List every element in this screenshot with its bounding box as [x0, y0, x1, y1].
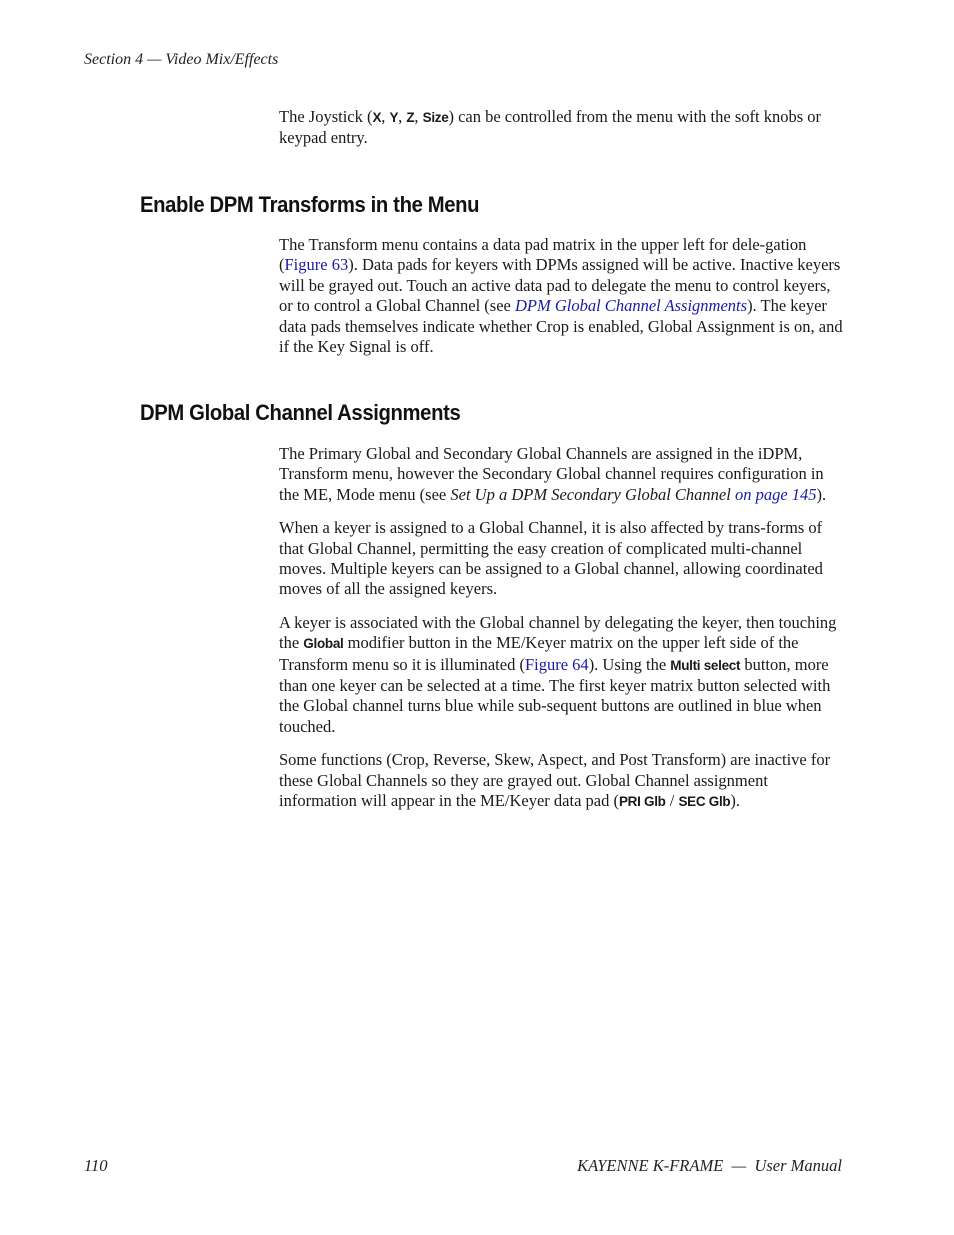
- text: ).: [816, 484, 827, 504]
- section2-paragraph-1: [279, 444, 845, 505]
- ui-label-size: Size: [422, 110, 449, 125]
- section-heading-dpm-global: DPM Global Channel Assignments: [140, 400, 461, 425]
- section1-paragraph: [279, 235, 845, 357]
- section2-paragraph-4: [279, 750, 845, 812]
- text: modifier button in the ME/Keyer matrix on the upper left side of the Transform menu so it is illuminated (: [279, 633, 799, 674]
- section2-body: [279, 444, 845, 813]
- page-number: 110: [84, 1156, 108, 1175]
- text: button, more than one keyer can be selected at a time. The first keyer matrix button selected with the Global channel turns blue while sub-sequent buttons are outlined in blue when touched.: [279, 654, 831, 736]
- intro-block: [279, 107, 845, 149]
- page-145-link[interactable]: on page 145: [734, 484, 817, 504]
- text: A keyer is associated with the Global channel by delegating the keyer, then touching the: [279, 612, 837, 653]
- figure-63-link[interactable]: Figure 63: [284, 255, 349, 275]
- ui-label-z: Z: [406, 110, 415, 125]
- text: ,: [381, 107, 390, 126]
- ui-label-y: Y: [389, 110, 399, 125]
- cross-reference-title: Set Up a DPM Secondary Global Channel: [450, 484, 731, 504]
- text: Some functions (Crop, Reverse, Skew, Aspect, and Post Transform) are inactive for these Global Channels so they are grayed out. Global Channel assignment information will appear in the ME/Keyer data pad (: [279, 750, 831, 811]
- text: ) can be controlled from the menu with the soft knobs or keypad entry.: [279, 107, 821, 148]
- manual-title: KAYENNE K-FRAME — User Manual: [577, 1156, 842, 1175]
- text: The Transform menu contains a data pad matrix in the upper left for dele-gation (: [279, 235, 807, 275]
- text: ).: [730, 791, 741, 811]
- section-heading-enable-dpm: Enable DPM Transforms in the Menu: [140, 192, 480, 217]
- section2-paragraph-3: [279, 613, 845, 737]
- ui-label-sec-glb: SEC Glb: [678, 794, 731, 810]
- ui-label-multi-select: Multi select: [670, 657, 741, 673]
- ui-label-pri-glb: PRI Glb: [618, 794, 666, 810]
- section2-paragraph-2: When a keyer is assigned to a Global Channel, it is also affected by trans-forms of that Global Channel, permitting the easy creation of complicated multi-channel moves. Multiple keyers can be assigned to a Global channel, allowing coordinated moves of all the assigned keyers.: [279, 518, 823, 599]
- ui-label-global: Global: [303, 636, 344, 652]
- dpm-global-channel-link[interactable]: DPM Global Channel Assignments: [514, 296, 748, 316]
- running-head: Section 4 — Video Mix/Effects: [84, 51, 279, 68]
- ui-label-x: X: [372, 110, 382, 125]
- section1-body: [279, 235, 845, 357]
- text: /: [665, 791, 679, 811]
- text: ,: [414, 107, 423, 126]
- text: The Joystick (: [279, 107, 373, 126]
- text: ). The keyer data pads themselves indicate whether Crop is enabled, Global Assignment is on, and if the Key Signal is off.: [279, 296, 843, 357]
- intro-paragraph: [279, 107, 845, 149]
- text: ,: [398, 107, 407, 126]
- text: ). Data pads for keyers with DPMs assigned will be active. Inactive keyers will be grayed out. Touch an active data pad to delegate the menu to control keyers, or to control a Global Channel (see: [279, 255, 841, 316]
- figure-64-link[interactable]: Figure 64: [524, 654, 589, 674]
- text: ). Using the: [588, 654, 671, 674]
- text: The Primary Global and Secondary Global Channels are assigned in the iDPM, Transform menu, however the Secondary Global channel requires configuration in the ME, Mode menu (see: [279, 444, 824, 504]
